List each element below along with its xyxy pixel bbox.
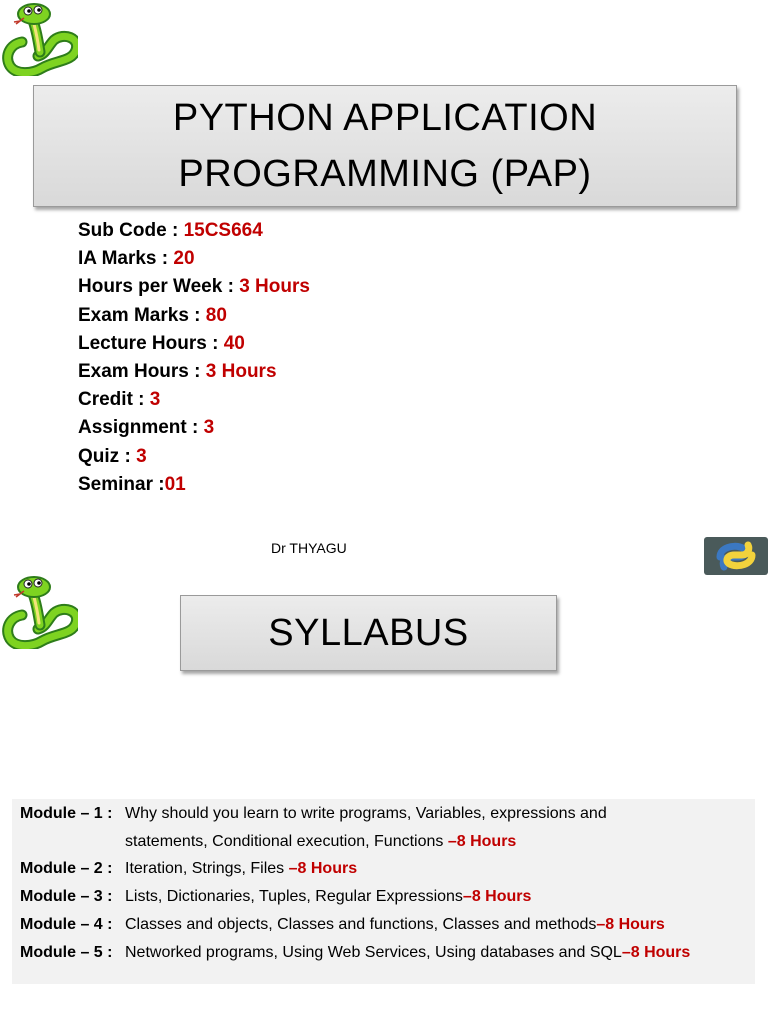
detail-hours-per-week: Hours per Week : 3 Hours bbox=[78, 276, 310, 298]
module-1-row: Module – 1 : Why should you learn to write programs, Variables, expressions and bbox=[20, 805, 607, 822]
python-snake-icon bbox=[2, 2, 78, 76]
detail-ia-marks: IA Marks : 20 bbox=[78, 248, 195, 270]
detail-lecture-hours: Lecture Hours : 40 bbox=[78, 332, 245, 354]
module-2-row: Module – 2 : Iteration, Strings, Files –8 Hours bbox=[20, 860, 358, 877]
syllabus-title-box bbox=[180, 595, 557, 671]
detail-quiz: Quiz : 3 bbox=[78, 445, 147, 467]
detail-sub-code: Sub Code : 15CS664 bbox=[78, 220, 263, 241]
python-logo-icon bbox=[704, 537, 768, 575]
syllabus-title: SYLLABUS bbox=[268, 611, 469, 654]
detail-assignment: Assignment : 3 bbox=[78, 417, 215, 439]
detail-seminar: Seminar :01 bbox=[78, 473, 186, 495]
course-title-line1: PYTHON APPLICATION bbox=[172, 97, 598, 139]
syllabus-module-list bbox=[12, 799, 755, 984]
python-snake-icon bbox=[2, 575, 78, 649]
detail-exam-marks: Exam Marks : 80 bbox=[78, 304, 227, 326]
module-4-row: Module – 4 : Classes and objects, Classes and functions, Classes and methods–8 Hours bbox=[20, 916, 665, 933]
module-1-continuation: statements, Conditional execution, Functions –8 Hours bbox=[125, 833, 517, 850]
module-3-row: Module – 3 : Lists, Dictionaries, Tuples, Regular Expressions–8 Hours bbox=[20, 888, 532, 905]
module-5-row: Module – 5 : Networked programs, Using Web Services, Using databases and SQL–8 Hours bbox=[20, 944, 691, 961]
course-details bbox=[78, 217, 310, 499]
detail-exam-hours: Exam Hours : 3 Hours bbox=[78, 360, 277, 382]
author-name: Dr THYAGU bbox=[271, 540, 347, 556]
detail-credit: Credit : 3 bbox=[78, 389, 161, 411]
course-title-line2: PROGRAMMING (PAP) bbox=[178, 153, 592, 195]
course-title-box bbox=[33, 85, 737, 207]
